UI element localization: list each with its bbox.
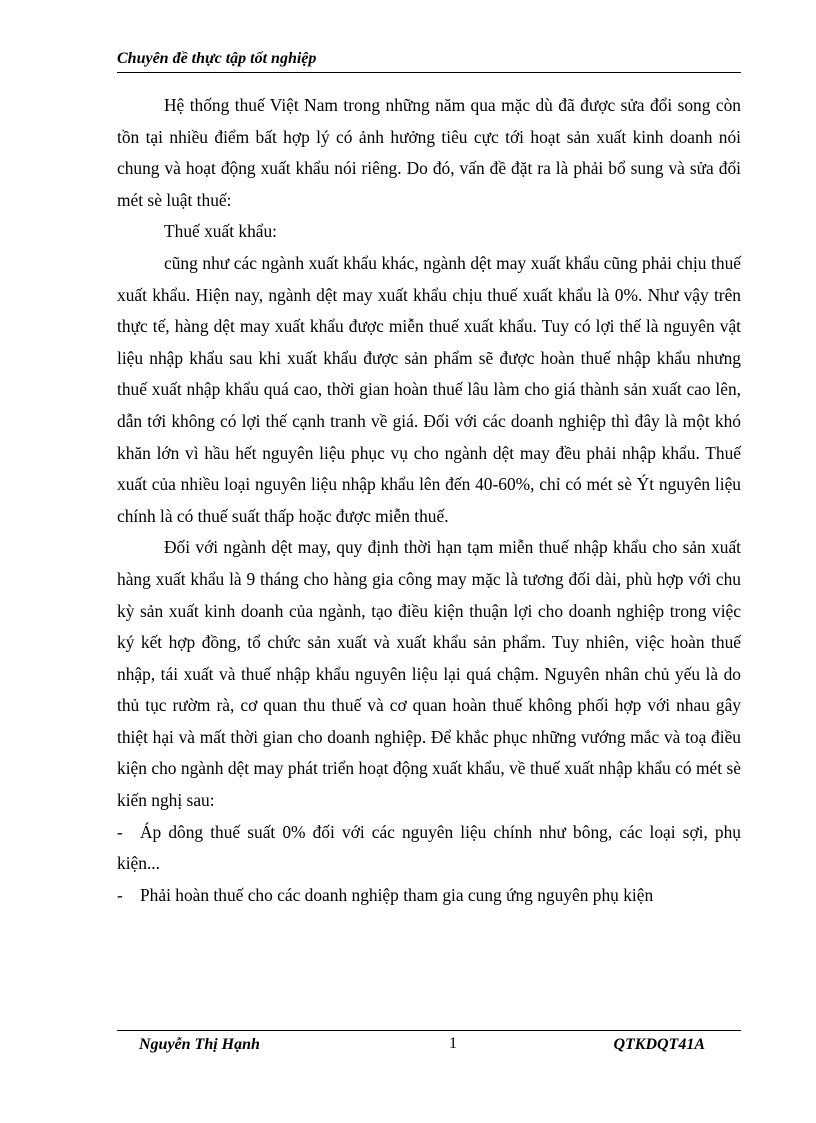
bullet-item-2 bbox=[117, 880, 741, 912]
paragraph-intro: Hệ thống thuế Việt Nam trong những năm qua mặc dù đã được sửa đổi song còn tồn tại nhiều điểm bất hợp lý có ảnh hưởng tiêu cực tới hoạt sản xuất kinh doanh nói chung và hoạt động xuất khẩu nói riêng. Do đó, vấn đề đặt ra là phải bổ sung và sửa đổi mét sè luật thuế: bbox=[117, 95, 741, 210]
header-title: Chuyên đề thực tập tốt nghiệp bbox=[117, 50, 317, 67]
paragraph-textile-policy: Đối với ngành dệt may, quy định thời hạn tạm miễn thuế nhập khẩu cho sản xuất hàng xuất khẩu là 9 tháng cho hàng gia công may mặc là tương đối dài, phù hợp với chu kỳ sản xuất kinh doanh của ngành, tạo điều kiện thuận lợi cho doanh nghiệp trong việc ký kết hợp đồng, tổ chức sản xuất và xuất khẩu sản phẩm. Tuy nhiên, việc hoàn thuế nhập, tái xuất và thuế nhập khẩu nguyên liệu lại quá chậm. Nguyên nhân chủ yếu là do thủ tục rườm rà, cơ quan thu thuế và cơ quan hoàn thuế không phối hợp với nhau gây thiệt hại và mất thời gian cho doanh nghiệp. Để khắc phục những vướng mắc và toạ điều kiện cho ngành dệt may phát triển hoạt động xuất khẩu, về thuế xuất nhập khẩu có mét sè kiến nghị sau: bbox=[117, 537, 741, 811]
bullet-marker: - bbox=[117, 821, 123, 842]
footer-class-code: QTKDQT41A bbox=[613, 1036, 705, 1053]
bullet-marker: - bbox=[117, 884, 123, 905]
paragraph-export-tax-heading: Thuế xuất khẩu: bbox=[164, 221, 278, 242]
bullet-item-1 bbox=[117, 817, 741, 880]
document-body bbox=[117, 90, 741, 911]
bullet-text: Áp dông thuế suất 0% đối với các nguyên liệu chính như bông, các loại sợi, phụ kiện... bbox=[117, 821, 741, 874]
page-number: 1 bbox=[449, 1035, 457, 1052]
paragraph-export-tax: cũng như các ngành xuất khẩu khác, ngành dệt may xuất khẩu cũng phải chịu thuế xuất khẩu. Hiện nay, ngành dệt may xuất khẩu chịu thuế xuất khẩu là 0%. Như vậy trên thực tế, hàng dệt may xuất khẩu được miễn thuế xuất khẩu. Tuy có lợi thế là nguyên vật liệu nhập khẩu sau khi xuất khẩu được sản phẩm sẽ được hoàn thuế nhập khẩu nhưng thuế xuất nhập khẩu quá cao, thời gian hoàn thuế lâu làm cho giá thành sản xuất cao lên, dẫn tới không có lợi thế cạnh tranh về giá. Đối với các doanh nghiệp thì đây là một khó khăn lớn vì hầu hết nguyên liệu phục vụ cho ngành dệt may đều phải nhập khẩu. Thuế xuất của nhiều loại nguyên liệu nhập khẩu lên đến 40-60%, chỉ có mét sè Ýt nguyên liệu chính là có thuế suất thấp hoặc được miễn thuế. bbox=[117, 252, 741, 526]
bullet-text: Phải hoàn thuế cho các doanh nghiệp tham gia cung ứng nguyên phụ kiện bbox=[140, 884, 654, 905]
page-header bbox=[117, 50, 741, 73]
page-footer bbox=[117, 1030, 741, 1061]
footer-author: Nguyễn Thị Hạnh bbox=[139, 1036, 260, 1053]
